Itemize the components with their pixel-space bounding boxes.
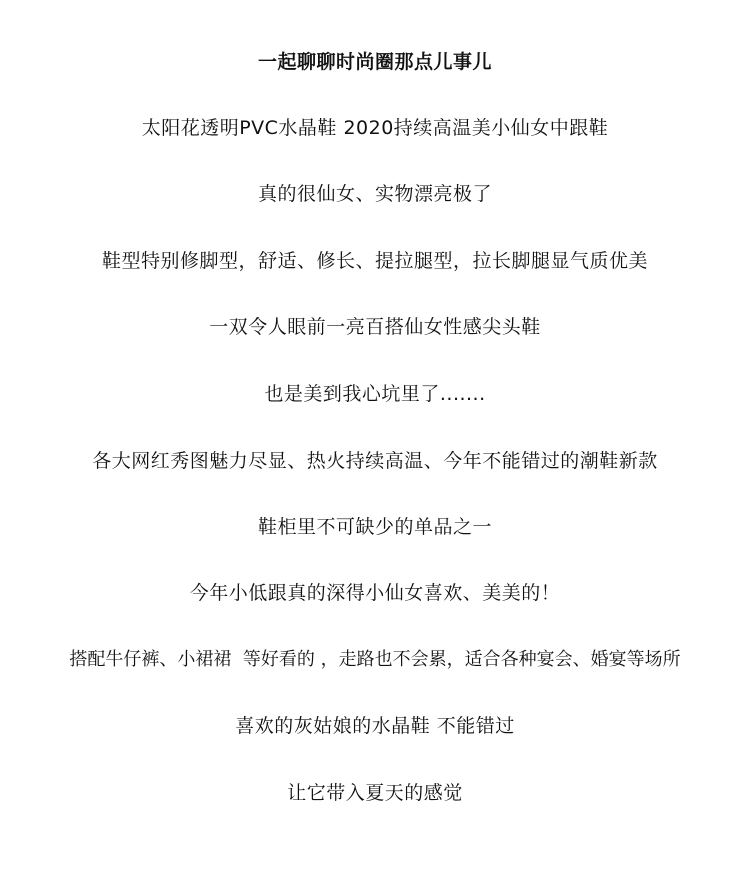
article-line: 鞋柜里不可缺少的单品之一 [257,516,492,538]
article-line: 真的很仙女、实物漂亮极了 [257,183,492,205]
article-line: 各大网红秀图魅力尽显、热火持续高温、今年不能错过的潮鞋新款 [92,450,658,472]
article-title: 一起聊聊时尚圈那点儿事儿 [257,51,492,73]
article-line: 鞋型特别修脚型，舒适、修长、提拉腿型，拉长脚腿显气质优美 [101,250,648,272]
article-line: 搭配牛仔裤、小裙裙 等好看的 ，走路也不会累，适合各种宴会、婚宴等场所 [69,649,681,670]
article-line: 太阳花透明PVC水晶鞋 2020持续高温美小仙女中跟鞋 [141,117,609,139]
article-line: 一双令人眼前一亮百搭仙女性感尖头鞋 [209,316,541,338]
article-line: 喜欢的灰姑娘的水晶鞋 不能错过 [235,715,515,737]
article-line: 今年小低跟真的深得小仙女喜欢、美美的！ [189,582,561,604]
article-line: 让它带入夏天的感觉 [287,782,463,804]
article-line: 也是美到我心坑里了....... [264,383,486,405]
